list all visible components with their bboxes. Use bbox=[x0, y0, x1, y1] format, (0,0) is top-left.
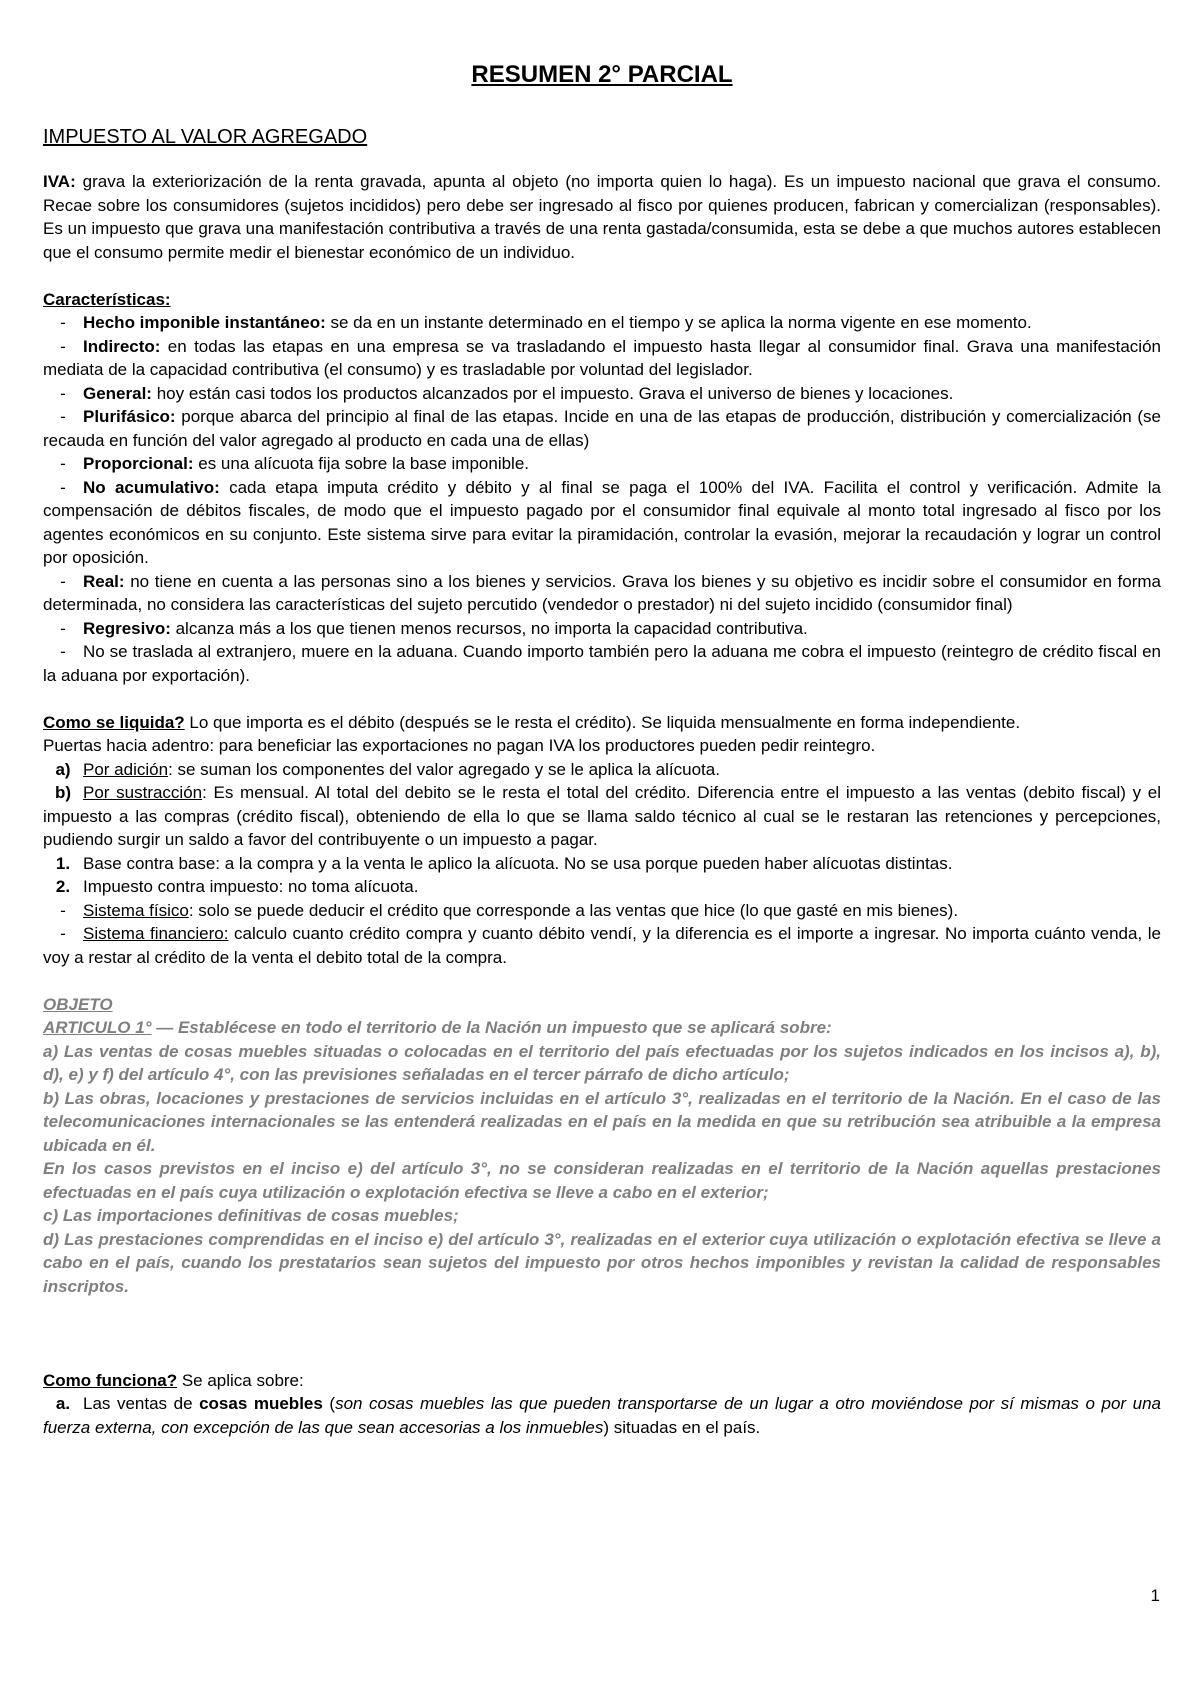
page-title: RESUMEN 2° PARCIAL bbox=[471, 61, 733, 88]
list-item: - General: hoy están casi todos los productos alcanzados por el impuesto. Grava el universo de bienes y locaciones. bbox=[60, 383, 954, 403]
iva-paragraph bbox=[43, 170, 1161, 264]
objeto-item: d) Las prestaciones comprendidas en el inciso e) del artículo 3°, realizadas en el exterior cuya utilización o explotación efectiva se lleve a cabo en el país, cuando los prestatarios sean sujetos del impuesto por otros hechos imponibles y revistan la calidad de responsables inscriptos. bbox=[43, 1229, 1161, 1296]
objeto-item: a) Las ventas de cosas muebles situadas o colocadas en el territorio del país efectuadas por los sujetos indicados en los incisos a), b), d), e) y f) del artículo 4°, con las previsiones señaladas en el tercer párrafo de dicho artículo; bbox=[43, 1041, 1161, 1084]
liquida-heading: Como se liquida? bbox=[43, 712, 185, 732]
objeto-heading: OBJETO bbox=[43, 994, 113, 1014]
list-item: - Proporcional: es una alícuota fija sobre la base imponible. bbox=[60, 454, 529, 473]
list-item: - No se traslada al extranjero, muere en la aduana. Cuando importo también pero la aduana me cobra el impuesto (reintegro de crédito fiscal en la aduana por exportación). bbox=[43, 642, 1161, 685]
iva-text: grava la exteriorización de la renta gravada, apunta al objeto (no importa quien lo haga). Es un impuesto nacional que grava el consumo. Recae sobre los consumidores (sujetos incididos) pero debe ser ingresado al fisco por quienes producen, fabrican y comercializan (responsables). Es un impuesto que grava una manifestación contributiva a través de una renta gastada/consumida, esta se debe a que muchos autores establecen que el consumo permite medir el bienestar económico de un individuo. bbox=[43, 172, 1161, 262]
liquida-paragraph: Como se liquida? Lo que importa es el débito (después se le resta el crédito). Se liquida mensualmente en forma independiente. bbox=[43, 712, 1021, 732]
objeto-item: En los casos previstos en el inciso e) del artículo 3°, no se consideran realizadas en el territorio de la Nación aquellas prestaciones efectuadas en el país cuya utilización o explotación efectiva se lleve a cabo en el exterior; bbox=[43, 1159, 1161, 1202]
list-item: - Regresivo: alcanza más a los que tienen menos recursos, no importa la capacidad contributiva. bbox=[60, 618, 808, 638]
iva-label: IVA: bbox=[43, 172, 76, 191]
articulo-label: ARTICULO 1° bbox=[43, 1018, 152, 1037]
list-item: - Hecho imponible instantáneo: se da en un instante determinado en el tiempo y se aplica la norma vigente en ese momento. bbox=[60, 313, 1032, 332]
list-item: - Real: no tiene en cuenta a las personas sino a los bienes y servicios. Grava los bienes y su objetivo es incidir sobre el consumidor en forma determinada, no considera las características del sujeto percutido (vendedor o prestador) ni del sujeto incidido (consumidor final) bbox=[43, 571, 1161, 614]
list-item: a. Las ventas de cosas muebles (son cosas muebles las que pueden transportarse de un lugar a otro moviéndose por sí mismas o por una fuerza externa, con excepción de las que sean accesorias a los inmuebles) situadas en el país. bbox=[43, 1394, 1162, 1437]
list-item: - Sistema financiero: calculo cuanto crédito compra y cuanto débito vendí, y la diferencia es el importe a ingresar. No importa cuánto venda, le voy a restar al crédito de la venta el debito total de la compra. bbox=[43, 924, 1161, 967]
list-item: - No acumulativo: cada etapa imputa crédito y débito y al final se paga el 100% del IVA. Facilita el control y verificación. Admite la compensación de débitos fiscales, de modo que el impuesto pagado por el consumidor final equivale al monto total ingresado al fisco por los agentes económicos en su conjunto. Este sistema sirve para evitar la piramidación, controlar la evasión, mejorar la recaudación y lograr un control por oposición. bbox=[43, 477, 1161, 567]
document-page bbox=[43, 60, 1161, 1439]
puertas-paragraph: Puertas hacia adentro: para beneficiar las exportaciones no pagan IVA los productores pueden pedir reintegro. bbox=[43, 736, 876, 755]
list-item: - Plurifásico: porque abarca del principio al final de las etapas. Incide en una de las etapas de producción, distribución y comercialización (se recauda en función del valor agregado al producto en cada una de ellas) bbox=[43, 407, 1161, 450]
list-item: - Indirecto: en todas las etapas en una empresa se va trasladando el impuesto hasta llegar al consumidor final. Grava una manifestación mediata de la capacidad contributiva (el consumo) y es trasladable por voluntad del legislador. bbox=[43, 336, 1161, 379]
page-number: 1 bbox=[1150, 1586, 1160, 1605]
section-title: IMPUESTO AL VALOR AGREGADO bbox=[43, 126, 368, 148]
list-item: b) Por sustracción: Es mensual. Al total del debito se le resta el total del crédito. Diferencia entre el impuesto a las ventas (debito fiscal) y el impuesto a las compras (crédito fiscal), obteniendo de ella lo que se llama saldo técnico al cual se le restaran las retenciones y percepciones, pudiendo surgir un saldo a favor del contribuyente o un impuesto a pagar. bbox=[43, 783, 1161, 849]
list-item: 2. Impuesto contra impuesto: no toma alícuota. bbox=[55, 877, 419, 896]
objeto-item: b) Las obras, locaciones y prestaciones de servicios incluidas en el artículo 3°, realizadas en el territorio de la Nación. En el caso de las telecomunicaciones internacionales se las entenderá realizadas en el país en la medida en que su retribución sea atribuible a la empresa ubicada en él. bbox=[43, 1088, 1161, 1155]
caracteristicas-heading: Características: bbox=[43, 289, 171, 309]
objeto-block: OBJETO ARTICULO 1° — Establécese en todo el territorio de la Nación un impuesto que se aplicará sobre: a) Las ventas de cosas muebles situadas o colocadas en el territorio del país efectuadas por los sujetos indicados en los incisos a), b), d), e) y f) del artículo 4°, con las previsiones señaladas en el tercer párrafo de dicho artículo; b) Las obras, locaciones y prestaciones de servicios incluidas en el artículo 3°, realizadas en el territorio de la Nación. En el caso de las telecomunicaciones internacionales se las entenderá realizadas en el país en la medida en que su retribución sea atribuible a la empresa ubicada en él. En los casos previstos en el inciso e) del artículo 3°, no se consideran realizadas en el territorio de la Nación aquellas prestaciones efectuadas en el país cuya utilización o explotación efectiva se lleve a cabo en el exterior; c) Las importaciones definitivas de cosas muebles; d) Las prestaciones comprendidas en el inciso e) del artículo 3°, realizadas en el exterior cuya utilización o explotación efectiva se lleve a cabo en el país, cuando los prestatarios sean sujetos del impuesto por otros hechos imponibles y revistan la calidad de responsables inscriptos. bbox=[43, 993, 1161, 1299]
funciona-heading: Como funciona? bbox=[43, 1370, 178, 1390]
objeto-item: c) Las importaciones definitivas de cosas muebles; bbox=[43, 1206, 459, 1225]
list-item: a) Por adición: se suman los componentes del valor agregado y se le aplica la alícuota. bbox=[55, 759, 720, 779]
caracteristicas-list bbox=[43, 311, 1161, 687]
funciona-paragraph: Como funciona? Se aplica sobre: bbox=[43, 1370, 304, 1390]
list-item: 1. Base contra base: a la compra y a la venta le aplico la alícuota. No se usa porque pueden haber alícuotas distintas. bbox=[55, 853, 953, 873]
list-item: - Sistema físico: solo se puede deducir el crédito que corresponde a las ventas que hice (lo que gasté en mis bienes). bbox=[60, 900, 959, 920]
